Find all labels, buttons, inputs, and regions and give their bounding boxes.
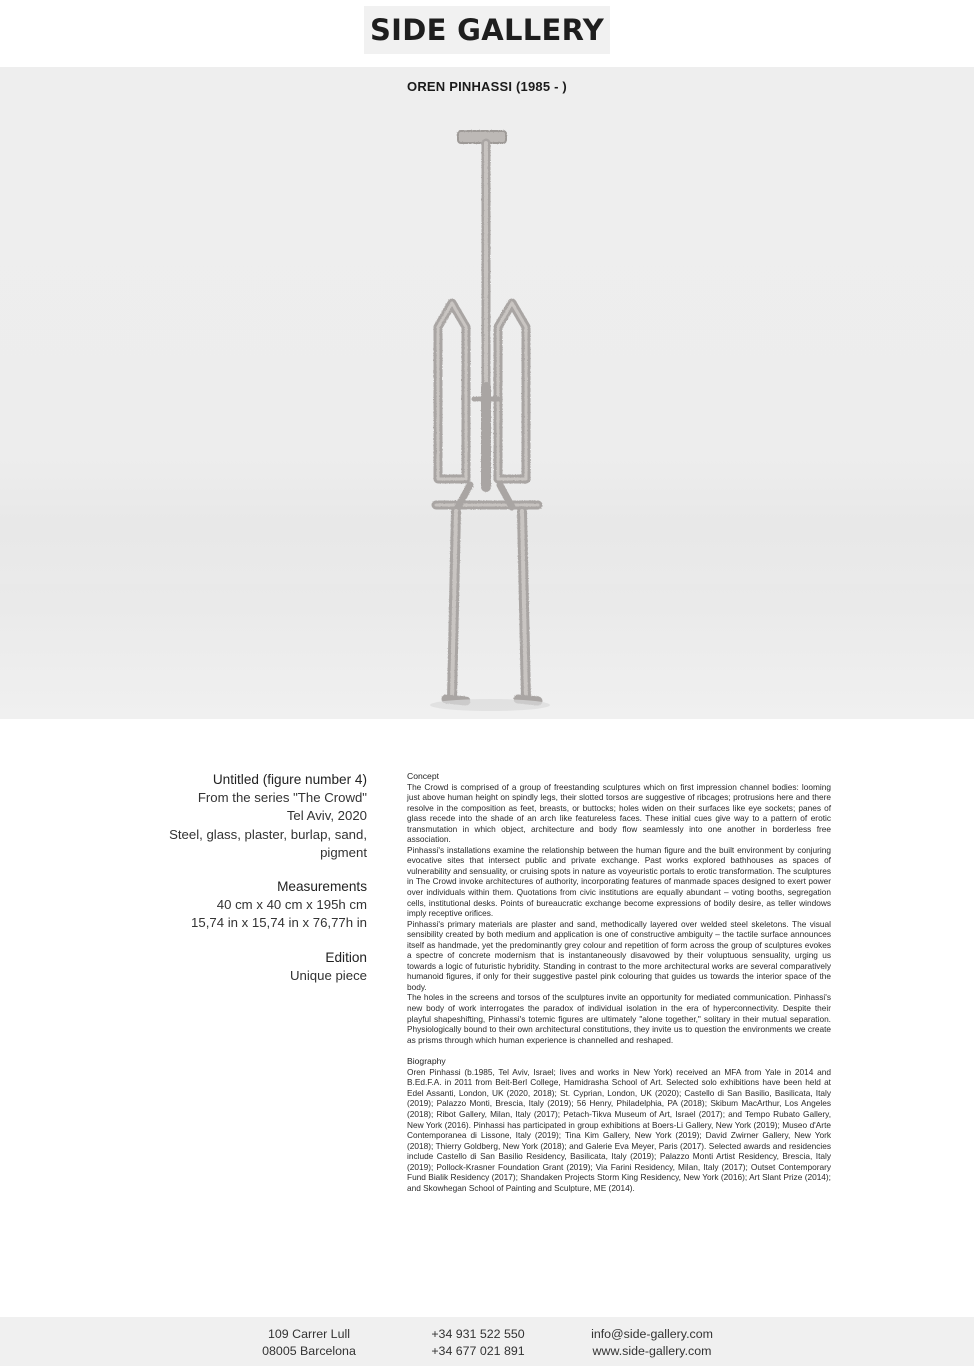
artwork-photo xyxy=(0,67,974,719)
sculpture-image xyxy=(400,127,580,717)
address-city: 08005 Barcelona xyxy=(262,1343,356,1358)
email-link[interactable]: info@side-gallery.com xyxy=(591,1327,713,1341)
measurements-cm: 40 cm x 40 cm x 195h cm xyxy=(216,897,367,913)
footer-contact xyxy=(582,1326,722,1359)
footer-address xyxy=(244,1326,374,1359)
concept-paragraph: Pinhassi's primary materials are plaster and sand, methodically layered over welded steel skeletons. The visual sensibility created by both medium and application is one of constructive ambiguity – the tactile surface announces itself as handmade, yet the predominantly grey colour and repetition of form across the group of sculptures evokes a spectre of concrete modernism that is instantaneously disavowed by their voluptuous sensuality, urging us towards a logic of futuristic hybridity. Standing in contrast to the more architectural works are several comparatively humanoid figures, if only for their suggestive pastel pink colouring that guides us towards the interior space of the body. xyxy=(407,918,831,992)
phone-number[interactable]: +34 931 522 550 xyxy=(431,1327,525,1341)
biography-heading: Biography xyxy=(407,1056,446,1067)
artist-title: OREN PINHASSI (1985 - ) xyxy=(407,79,567,94)
concept-paragraph: The Crowd is comprised of a group of freestanding sculptures which on first impression channel bodies: looming just above human height on spindly legs, their slotted torsos are suggestive of ribcages; protrusions here and there resolve in the composition as feet, breasts, or buttocks; holes widen on their surfaces like eye sockets; panes of glass recede into the shade of an arch like featureless faces. These initial cues give way to a pattern of erotic transmutation in which object, architecture and body flow seamlessly into one another in borderless free association. xyxy=(407,781,831,845)
page-header xyxy=(0,0,974,67)
concept-heading: Concept xyxy=(407,771,440,781)
footer-phones xyxy=(414,1326,542,1359)
artwork-title: Untitled (figure number 4) xyxy=(212,772,367,787)
measurements-in: 15,74 in x 15,74 in x 76,77h in xyxy=(191,915,367,931)
gallery-logo xyxy=(364,6,610,54)
measurements-label: Measurements xyxy=(277,879,367,895)
phone-number[interactable]: +34 677 021 891 xyxy=(431,1343,525,1358)
artwork-materials-cont: pigment xyxy=(320,844,367,860)
website-link[interactable]: www.side-gallery.com xyxy=(592,1343,712,1358)
description-column xyxy=(407,771,831,1193)
artwork-series: From the series "The Crowd" xyxy=(197,790,367,806)
edition-value: Unique piece xyxy=(290,967,367,983)
concept-paragraph: The holes in the screens and torsos of the sculptures invite an opportunity for mediated communication. Pinhassi's new body of work interrogates the paradox of individual isolation in the era of hyperconnectivity. Despite their playful shapeshifting, Pinhassi's totemic figures are ultimately "alone together," solitary in their mutual separation. Physiologically bound to their own architectural constitutions, they invite us to question the environments we create as prisms through which human experience is channelled and reshaped. xyxy=(407,992,831,1045)
artwork-place-year: Tel Aviv, 2020 xyxy=(286,808,367,824)
concept-paragraph: Pinhassi's installations examine the relationship between the human figure and the built environment by conjuring evocative sites that intersect public and private exchange. Past works explored bathhouses as spaces of vulnerability and sensuality, or cruising spots in nature as voyeuristic portals to erotic transformation. The sculptures in The Crowd invoke architectures of authority, incorporating features of manmade spaces designed to exert power over individuals within them. Quotations from civic institutions are equally abundant – voting booths, segregation cells, institutional desks. Points of bureaucratic exchange become expressions of bodily desire, as teller windows imply receptive orifices. xyxy=(407,844,831,919)
artwork-specs xyxy=(100,771,367,985)
biography-paragraph: Oren Pinhassi (b.1985, Tel Aviv, Israel; lives and works in New York) received an MFA from Yale in 2014 and B.Ed.F.A. in 2011 from Beit-Berl College, Hamidrasha School of Art. Selected solo exhibitions have been held at Edel Assanti, London, UK (2020, 2018); St. Cyprian, London, UK (2020); Castello di San Basilio, Basilicata, Italy (2019); Palazzo Monti, Brescia, Italy (2019); 56 Henry, Philadelphia, PA (2018); Skibum MacArthur, Los Angeles (2018); Ribot Gallery, Milan, Italy (2017); Petach-Tikva Museum of Art, Israel (2017); and Tempo Rubato Gallery, New York (2016). Pinhassi has participated in group exhibitions at Boers-Li Gallery, New York (2019); Museo d'Arte Contemporanea di Lissone, Italy (2019); Tina Kim Gallery, New York (2019); David Zwirner Gallery, New York (2018); Thierry Goldberg, New York (2018); and Galerie Eva Meyer, Paris (2017). Selected awards and residencies include Castello di San Basilio Residency, Basilicata, Italy (2019); Palazzo Monti Artist Residency, Brescia, Italy (2019); Pollock-Krasner Foundation Grant (2019); Via Farini Residency, Milan, Italy (2017); Outset Contemporary Fund Bialik Residency (2017); Shandaken Projects Storm King Residency, New York (2016); Art Slant Prize (2014); and Skowhegan School of Painting and Sculpture, ME (2014). xyxy=(407,1066,831,1193)
artwork-materials: Steel, glass, plaster, burlap, sand, xyxy=(169,826,367,842)
address-street: 109 Carrer Lull xyxy=(268,1327,350,1341)
edition-label: Edition xyxy=(325,949,367,965)
page-footer xyxy=(0,1317,974,1366)
gallery-name: SIDE GALLERY xyxy=(369,13,604,47)
